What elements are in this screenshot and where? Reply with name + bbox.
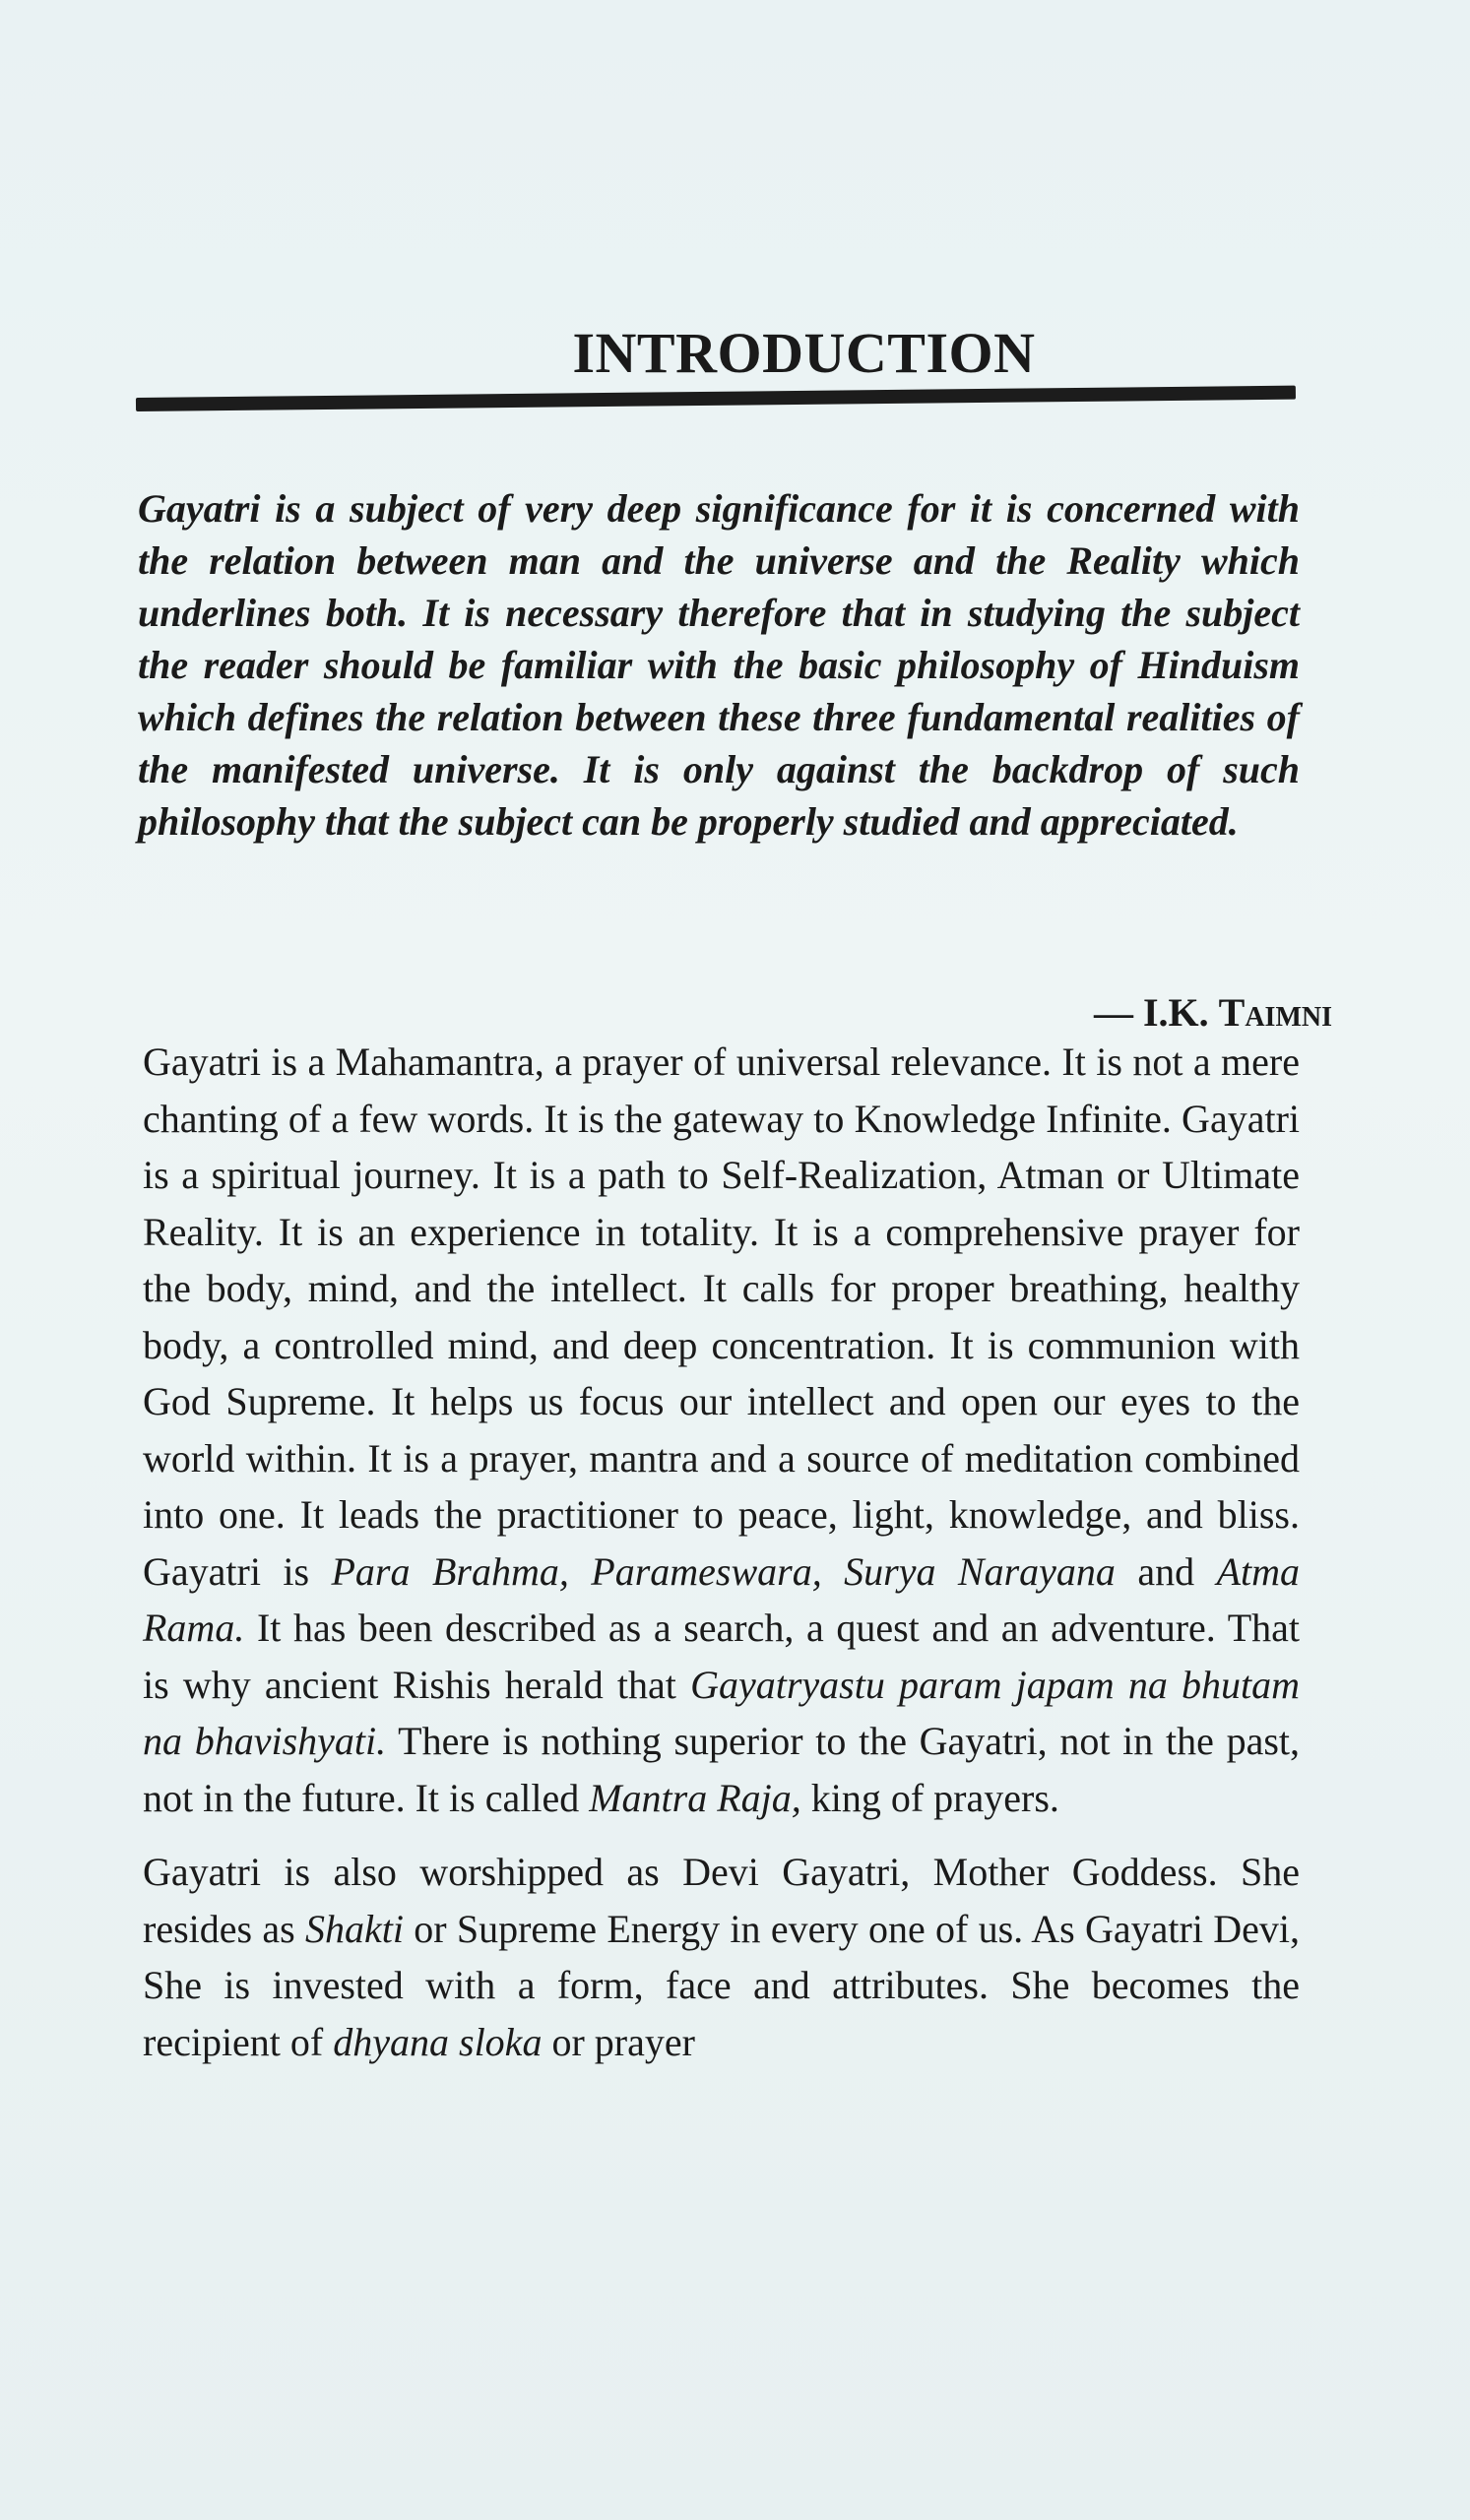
text-run: and (1115, 1548, 1217, 1594)
italic-term: Para Brahma, Parameswara, Surya Narayana (331, 1548, 1116, 1594)
text-run: or prayer (542, 2019, 695, 2064)
text-run: Gayatri is a Mahamantra, a prayer of universal relevance. It is not a mere chanting of a few words. It is the gateway to Knowledge Infinite. Gayatri is a spiritual journey. It is a path to Self-Realization, Atman or Ultimate Reality. It is an experience in totality. It is a comprehensive prayer for the body, mind, and the intellect. It calls for proper breathing, healthy body, a controlled mind, and deep concentration. It is communion with God Supreme. It helps us focus our intellect and open our eyes to the world within. It is a prayer, mantra and a source of meditation combined into one. It leads the practitioner to peace, light, knowledge, and bliss. Gayatri is (143, 1040, 1300, 1594)
chapter-title: INTRODUCTION (572, 321, 1036, 385)
epigraph-quote: Gayatri is a subject of very deep significance for it is concerned with the relation between man and the universe and the Reality which underlines both. It is necessary therefore that in studying the subject the reader should be familiar with the basic philosophy of Hinduism which defines the relation between these three fundamental realities of the manifested universe. It is only against the backdrop of such philosophy that the subject can be properly studied and appreciated. (138, 486, 1300, 844)
italic-term: Shakti (304, 1906, 404, 1951)
text-run: Gayatri is also worshipped as Devi Gayatri, Mother Goddess. She resides as (143, 1850, 1300, 1951)
body-paragraph (143, 1844, 1300, 2070)
italic-term: Gayatryastu param japam na bhutam na bhavishyati. (143, 1662, 1300, 1763)
body-paragraph (143, 1034, 1300, 1826)
title-underline-rule (136, 386, 1296, 411)
text-run: It has been described as a search, a quest and an adventure. That is why ancient Rishis herald that (143, 1606, 1300, 1707)
text-run: There is nothing superior to the Gayatri, not in the past, not in the future. It is called (143, 1719, 1301, 1820)
italic-term: dhyana sloka (333, 2019, 543, 2064)
attribution-dash: — I.K. (1093, 990, 1219, 1035)
attribution-name: Taimni (1218, 990, 1332, 1035)
italic-term: Atma Rama. (143, 1548, 1300, 1650)
text-run: king of prayers. (800, 1775, 1059, 1820)
epigraph-attribution (1094, 989, 1332, 1036)
italic-term: Mantra Raja, (589, 1775, 801, 1820)
text-run: or Supreme Energy in every one of us. As Gayatri Devi, She is invested with a form, face and attributes. She becomes the recipient of (143, 1906, 1300, 2064)
body-text (143, 1034, 1300, 2088)
